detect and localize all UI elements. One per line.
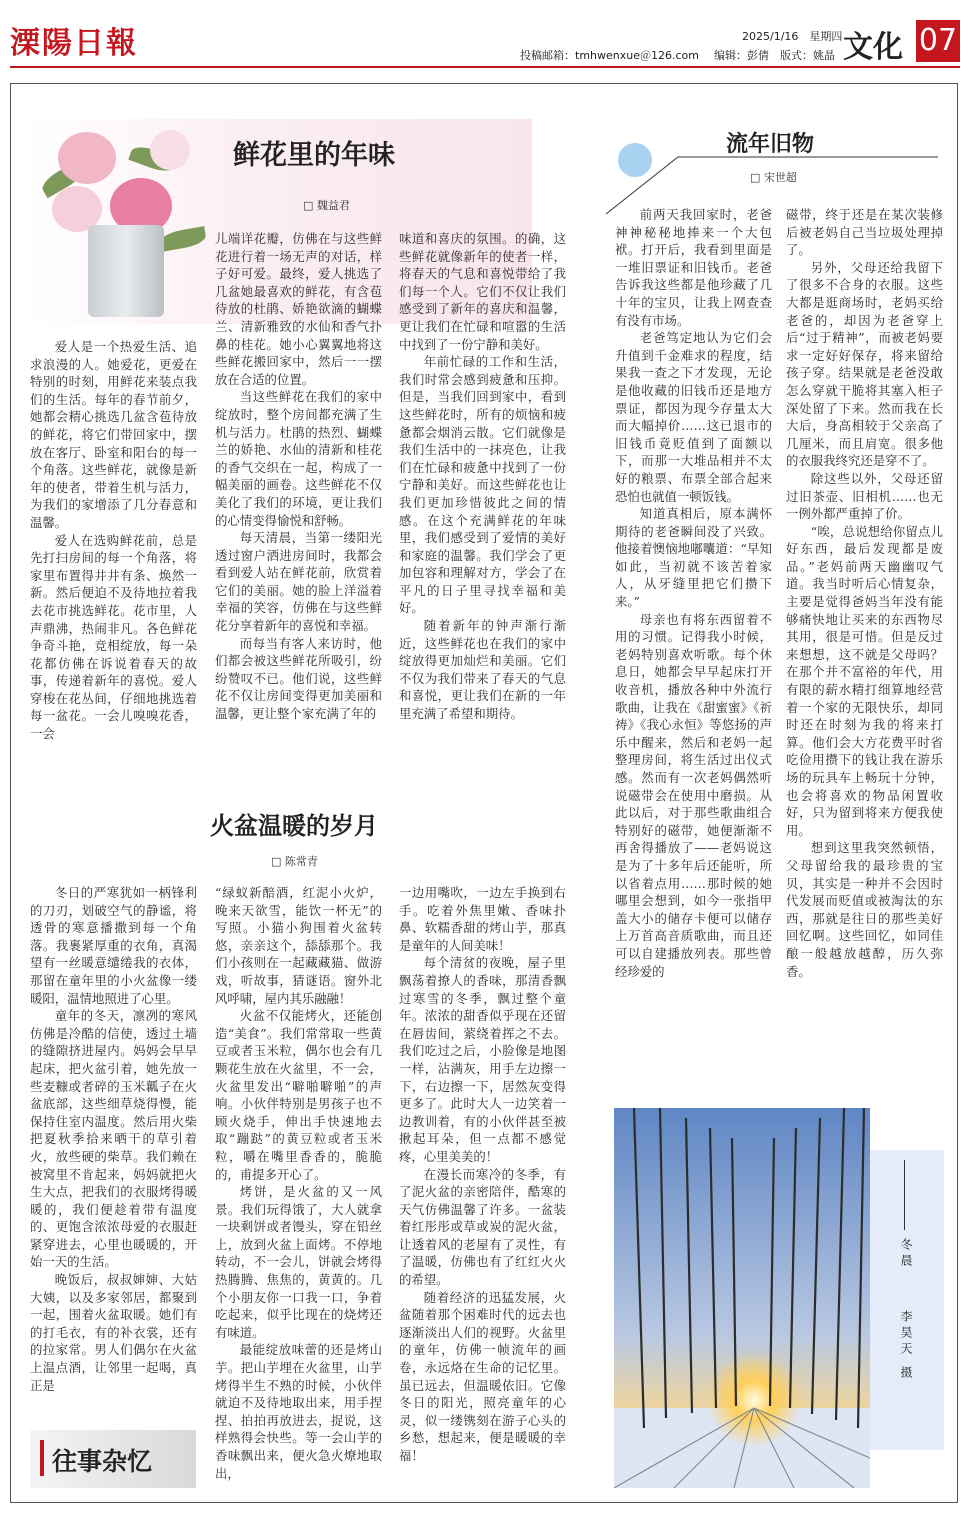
paragraph: 爱人在选购鲜花前，总是先打扫房间的每一个角落，将家里布置得井井有条、焕然一新。然后便迫不及待地拉着我去花市挑选鲜花。花市里，人声鼎沸，热闹非凡。各色鲜花争奇斗艳，竞相绽放，每一朵花都仿佛在诉说着春天的故事，传递着新年的喜悦。爱人穿梭在花丛间，仔细地挑选着每一盆花。一会儿嗅嗅花香，一会 — [30, 532, 197, 742]
article-title-fresh-flowers: 鲜花里的年味 — [233, 140, 395, 171]
paragraph: 另外，父母还给我留下了很多不合身的衣服。这些大都是逛商场时，老妈买给老爸的，却因为老爸穿上后“过于精神”，而被老妈要求一定好好保存，将来留给孩子穿。结果就是老爸没敢怎么穿就干脆将其塞入柜子深处留了下来。然而我在长大后，身高相较于父亲高了几厘米，而且肩宽。很多他的衣服我终究还是穿不了。 — [786, 259, 943, 469]
paragraph: 而每当有客人来访时，他们都会被这些鲜花所吸引，纷纷赞叹不已。他们说，这些鲜花不仅让房间变得更加美丽和温馨，更让整个家充满了年的 — [215, 635, 382, 722]
photo-caption-title: 冬晨 — [899, 1238, 913, 1270]
paragraph: 知道真相后，原本满怀期待的老爸瞬间没了兴致。他接着懊恼地嘟囔道：“早知如此，当初就不该苦着家人，从牙缝里把它们攒下来。” — [615, 506, 772, 610]
paragraph: 老爸笃定地认为它们会升值到千金难求的程度，结果我一查之下才发现，无论是他收藏的旧钱币还是地方票证，都因为现今存量太大而大幅掉价……这已退市的旧钱币竟贬值到了面额以下，而那一大堆品相并不太好的粮票、布票全部合起来恐怕也就值一顿饭钱。 — [615, 330, 772, 504]
paragraph: 随着新年的钟声渐行渐近，这些鲜花也在我们的家中绽放得更加灿烂和美丽。它们不仅为我们带来了春天的气息和喜悦，更让我们在新的一年里充满了希望和期待。 — [399, 618, 566, 722]
paragraph: “绿蚁新醅酒，红泥小火炉，晚来天欲雪，能饮一杯无”的写照。小猫小狗围着火盆转悠，亲亲这个，舔舔那个。我们小孩则在一起藏藏猫、做游戏，听故事，猜谜语。窗外北风呼啸，屋内其乐融融！ — [215, 885, 382, 1006]
masthead-rule — [10, 66, 960, 68]
issue-date: 2025/1/16 星期四 — [742, 30, 843, 43]
paragraph: “唉，总说想给你留点儿好东西，最后发现都是废品。”老妈前两天幽幽叹气道。我当时听后心情复杂，主要是觉得爸妈当年没有能够痛快地让买来的东西物尽其用，很是可惜。但是反过来想想，这不就是父母吗？在那个并不富裕的年代，用有限的薪水精打细算地经营着一个家的无限快乐，却同时还在时刻为我的将来打算。他们会大方花费平时省吃俭用攒下的钱让我在游乐场的玩具车上畅玩十分钟，也会将喜欢的物品闲置收好，只为留到将来方便我使用。 — [786, 523, 943, 838]
article1-column-2 — [215, 230, 382, 758]
article1-column-3 — [399, 230, 566, 758]
paragraph: 每个清贫的夜晚，屋子里飘荡着撩人的香味，那清香飘过寒雪的冬季，飘过整个童年。浓浓的甜香似乎现在还留在唇齿间，萦绕着挥之不去。我们吃过之后，小脸像是地图一样，沾满灰，用手左边擦一下，右边擦一下，居然灰变得更多了。此时大人一边笑着一边教训着，有的小伙伴甚至被揪起耳朵，但一点都不感觉疼，心里美美的！ — [399, 955, 566, 1164]
photo-caption-credit: 李昊天 摄 — [899, 1310, 913, 1382]
paragraph: 每天清晨，当第一缕阳光透过窗户洒进房间时，我都会看到爱人站在鲜花前，欣赏着它们的美丽。她的脸上洋溢着幸福的笑容，仿佛在与这些鲜花分享着新年的喜悦和幸福。 — [215, 530, 382, 634]
paragraph: 磁带，终于还是在某次装修后被老妈自己当垃圾处理掉了。 — [786, 207, 943, 258]
article-title-old-items: 流年旧物 — [726, 132, 815, 157]
winter-morning-photo — [614, 1108, 870, 1488]
paragraph: 一边用嘴吹，一边左手换到右手。吃着外焦里嫩、香味扑鼻、软糯香甜的烤山芋，那真是童年的人间美味！ — [399, 885, 566, 953]
article1-column-1 — [30, 338, 197, 758]
paragraph: 最能绽放味蕾的还是烤山芋。把山芋埋在火盆里，山芋烤得半生不熟的时候，小伙伴就迫不及待地取出来，用手捏捏、拍拍再放进去，捉说，这样熟得会快些。等一会山芋的香味飘出来，便火急火燎地取出， — [215, 1342, 382, 1481]
paragraph: 晚饭后，叔叔婶婶、大姑大姨，以及多家邻居，都聚到一起，围着火盆取暖。她们有的打毛衣，有的补衣裳，还有的拉家常。男人们偶尔在火盆上温点酒，让邻里一起喝，真正是 — [30, 1272, 197, 1393]
paragraph: 在漫长而寒冷的冬季，有了泥火盆的亲密陪伴，酷寒的天气仿佛温馨了许多。一盆装着红彤彤或草或炭的泥火盆，让透着风的老屋有了灵性，有了温暖，仿佛也有了红红火火的希望。 — [399, 1166, 566, 1288]
section-title: 文化 — [843, 30, 903, 65]
article2-column-2 — [215, 884, 382, 1489]
paragraph: 想到这里我突然顿悟，父母留给我的最珍贵的宝贝，其实是一种并不会因时代发展而贬值或被淘汰的东西，那就是往日的那些美好回忆啊。这些回忆，如同佳酿一般越放越醇，历久弥香。 — [786, 840, 943, 979]
article2-column-3 — [399, 884, 566, 1489]
article2-column-1 — [30, 884, 197, 1419]
article3-column-1 — [615, 206, 772, 1066]
column-tag-text: 往事杂忆 — [52, 1447, 153, 1476]
article-byline-fire-basin: □ 陈常青 — [271, 855, 318, 868]
photo-caption — [870, 1150, 944, 1450]
paragraph: 童年的冬天，凛冽的寒风仿佛是冷酷的信使，透过土墙的缝隙挤进屋内。妈妈会早早起床，把火盆引着，她先放一些麦糠或者碎的玉米瓤子在火盆底部，这些细草烧得慢，能保持住室内温度。然后用火柴把夏秋季拾来晒干的草引着火，放些硬的柴草。我们赖在被窝里不肯起来，妈妈就把火生大点，把我们的衣服烤得暖暖的，我们便趁着带有温度的、更饱含浓浓母爱的衣服赶紧穿进去，心里也暖暖的，开始一天的生活。 — [30, 1008, 197, 1270]
paragraph: 冬日的严寒犹如一柄锋利的刀刃，划破空气的静谧，将透骨的寒意播撒到每一个角落。我裹紧厚重的衣角，真渴望有一丝暖意缱绻我的衣体，那留在童年里的小火盆像一缕暖阳，温情地照进了心里。 — [30, 885, 197, 1006]
paragraph: 除这些以外，父母还留过旧茶壶、旧相机……也无一例外都严重掉了价。 — [786, 470, 943, 522]
paragraph: 烤饼，是火盆的又一风景。我们玩得饿了，大人就拿一块剩饼或者馒头，穿在铅丝上，放到火盆上面烤。不停地转动，不一会儿，饼就会烤得热腾腾、焦焦的，黄黄的。几个小朋友你一口我一口，争着吃起来，似乎比现在的烧烤还有味道。 — [215, 1184, 382, 1340]
paper-masthead: 溧陽日報 — [10, 26, 138, 61]
article-title-fire-basin: 火盆温暖的岁月 — [210, 812, 378, 840]
paragraph: 年前忙碌的工作和生活，我们时常会感到疲惫和压抑。但是，当我们回到家中，看到这些鲜花时，所有的烦恼和疲惫都会烟消云散。它们就像是我们生活中的一抹亮色，让我们在忙碌和疲惫中找到了一份宁静和美好。而这些鲜花也让我们更加珍惜彼此之间的情感。在这个充满鲜花的年味里，我们感受到了爱情的美好和家庭的温馨。我们学会了更加包容和理解对方，学会了在平凡的日子里寻找幸福和美好。 — [399, 354, 566, 616]
submission-email: 投稿邮箱：tmhwenxue＠126.com — [520, 49, 699, 62]
article-byline-fresh-flowers: □ 魏益君 — [303, 199, 350, 212]
article3-column-2 — [786, 206, 943, 1066]
article-byline-old-items: □ 宋世超 — [750, 171, 797, 184]
paragraph: 母亲也有将东西留着不用的习惯。记得我小时候，老妈特别喜欢听歌。每个休息日，她都会早早起床打开收音机，播放各种中外流行歌曲，让我在《甜蜜蜜》《祈祷》《我心永恒》等悠扬的声乐中醒来，然后和老妈一起整理房间，将生活过出仪式感。然而有一次老妈偶然听说磁带会在使用中磨损。从此以后，对于那些歌曲组合特别好的磁带，她便渐渐不再舍得播放了——老妈说这是为了十多年后还能听，所以省着点用……那时候的她哪里会想到，如今一张指甲盖大小的储存卡便可以储存上万首高音质歌曲，而且还可以自建播放列表。那些曾经珍爱的 — [615, 611, 772, 979]
paragraph: 前两天我回家时，老爸神神秘秘地捧来一个大包袱。打开后，我看到里面是一堆旧票证和旧钱币。老爸告诉我这些都是他珍藏了几十年的宝贝，让我上网查查有没有市场。 — [615, 207, 772, 328]
paragraph: 随着经济的迅猛发展，火盆随着那个困难时代的远去也逐渐淡出人们的视野。火盆里的童年，仿佛一帧流年的画卷，永远烙在生命的记忆里。虽已远去，但温暖依旧。它像冬日的阳光，照亮童年的心灵，似一缕镌刻在游子心头的乡愁，想起来，便是暖暖的幸福！ — [399, 1289, 566, 1463]
paragraph: 儿端详花瓣，仿佛在与这些鲜花进行着一场无声的对话，样子好可爱。最终，爱人挑选了几盆她最喜欢的鲜花，有含苞待放的杜鹃、娇艳欲滴的蝴蝶兰、清新雅致的水仙和香气扑鼻的桂花。她小心翼翼地将这些鲜花搬回家中，然后一一摆放在合适的位置。 — [215, 231, 382, 387]
editor-credits: 编辑：彭倩 版式：姚晶 — [714, 49, 835, 62]
paragraph: 当这些鲜花在我们的家中绽放时，整个房间都充满了生机与活力。杜鹃的热烈、蝴蝶兰的娇艳、水仙的清新和桂花的香气交织在一起，构成了一幅美丽的画卷。这些鲜花不仅美化了我们的环境，更让我们的心情变得愉悦和舒畅。 — [215, 389, 382, 528]
page-number: 07 — [916, 20, 960, 62]
column-tag — [30, 1430, 196, 1488]
paragraph: 火盆不仅能烤火，还能创造“美食”。我们常常取一些黄豆或者玉米粒，偶尔也会有几颗花生放在火盆里，不一会，火盆里发出“噼啪噼啪”的声响。小伙伴特别是男孩子也不顾火烧手，伸出手快速地去取“蹦跶”的黄豆粒或者玉米粒，嚼在嘴里香香的，脆脆的，甫提多开心了。 — [215, 1008, 382, 1182]
paragraph: 味道和喜庆的氛围。的确，这些鲜花就像新年的使者一样，将春天的气息和喜悦带给了我们每一个人。它们不仅让我们感受到了新年的喜庆和温馨，更让我们在忙碌和喧嚣的生活中找到了一份宁静和美好。 — [399, 231, 566, 352]
paragraph: 爱人是一个热爱生活、追求浪漫的人。她爱花，更爱在特别的时刻，用鲜花来装点我们的生活。每年的春节前夕，她都会精心挑选几盆含苞待放的鲜花，将它们带回家中，摆放在客厅、卧室和阳台的每一个角落。这些鲜花，就像是新年的使者，带着生机与活力，为我们的家增添了几分春意和温馨。 — [30, 339, 197, 530]
